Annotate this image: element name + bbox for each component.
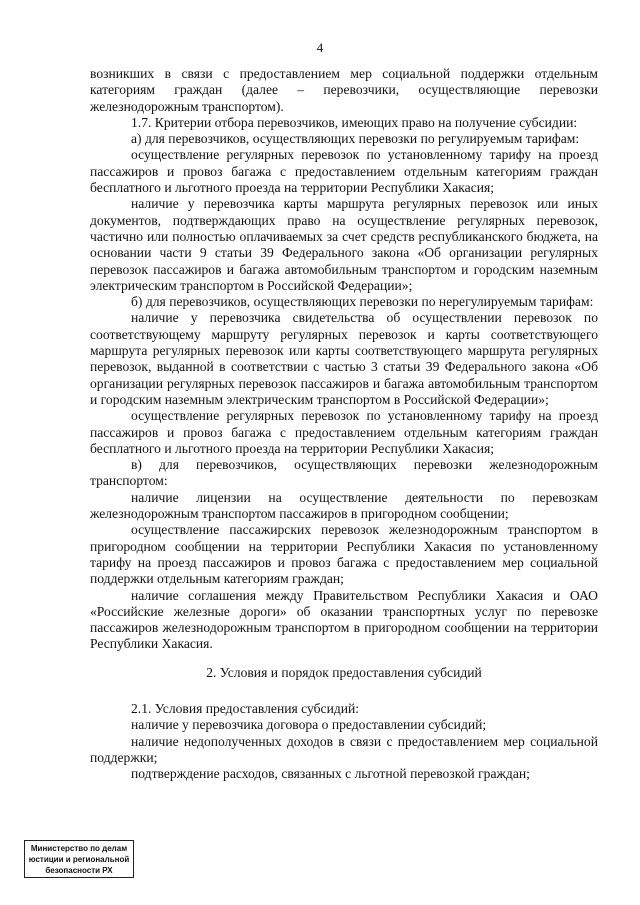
paragraph: осуществление пассажирских перевозок железнодорожным транспортом в пригородном сообщении на территории Республики Хакасия по установленному тарифу на проезд пассажиров и провоз багажа с предоставлением мер социальной поддержки отдельным категориям граждан; xyxy=(90,522,598,587)
paragraph: наличие недополученных доходов в связи с предоставлением мер социальной поддержки; xyxy=(90,733,598,765)
paragraph: в) для перевозчиков, осуществляющих перевозки железнодорожным транспортом: xyxy=(90,457,598,489)
stamp-line: безопасности РХ xyxy=(45,866,113,875)
stamp-line: юстиции и региональной xyxy=(28,855,130,864)
paragraph: наличие лицензии на осуществление деятельности по перевозкам железнодорожным транспортом пассажиров в пригородном сообщении; xyxy=(90,489,598,522)
paragraph: 2.1. Условия предоставления субсидий: xyxy=(131,700,360,716)
paragraph: 1.7. Критерии отбора перевозчиков, имеющих право на получение субсидии: xyxy=(131,114,578,130)
paragraph: б) для перевозчиков, осуществляющих перевозки по нерегулируемым тарифам: xyxy=(131,294,594,310)
paragraph: осуществление регулярных перевозок по установленному тарифу на проезд пассажиров и провоз багажа с предоставлением отдельным категориям граждан бесплатного и льготного проезда на территории Республики Хакасия; xyxy=(90,147,598,196)
page-number: 4 xyxy=(316,40,324,55)
paragraph: наличие у перевозчика карты маршрута регулярных перевозок или иных документов, подтверждающих право на осуществление регулярных перевозок, частично или полностью оплачиваемых за счет средств республиканского бюджета, на основании части 9 статьи 39 Федерального закона «Об организации регулярных перевозок пассажиров и багажа автомобильным транспортом и городским наземным электрическим транспортом в Российской Федерации»; xyxy=(90,196,598,293)
paragraph: а) для перевозчиков, осуществляющих перевозки по регулируемым тарифам: xyxy=(131,131,580,147)
document-body xyxy=(90,66,598,782)
stamp-line: Министерство по делам xyxy=(30,844,128,853)
paragraph: наличие соглашения между Правительством Республики Хакасия и ОАО «Российские железные дороги» об оказании транспортных услуг по перевозке пассажиров железнодорожным транспортом в пригородном сообщении на территории Республики Хакасия. xyxy=(90,587,598,652)
ministry-stamp xyxy=(24,840,134,878)
paragraph: возникших в связи с предоставлением мер социальной поддержки отдельным категориям граждан (далее – перевозчики, осуществляющие перевозки железнодорожным транспортом). xyxy=(90,66,598,114)
paragraph: осуществление регулярных перевозок по установленному тарифу на проезд пассажиров и провоз багажа с предоставлением отдельным категориям граждан бесплатного и льготного проезда на территории Республики Хакасия; xyxy=(90,408,598,456)
paragraph: наличие у перевозчика договора о предоставлении субсидий; xyxy=(131,717,487,733)
paragraph: наличие у перевозчика свидетельства об осуществлении перевозок по соответствующему маршруту регулярных перевозок и карты соответствующего маршрута регулярных перевозок или карты соответствующего маршрута регулярных перевозок, выданной в соответствии с частью 3 статьи 39 Федерального закона «Об организации регулярных перевозок пассажиров и багажа автомобильным транспортом и городским наземным электрическим транспортом в Российской Федерации»; xyxy=(90,310,598,407)
paragraph: подтверждение расходов, связанных с льготной перевозкой граждан; xyxy=(131,766,530,782)
section-heading: 2. Условия и порядок предоставления субсидий xyxy=(206,664,482,680)
